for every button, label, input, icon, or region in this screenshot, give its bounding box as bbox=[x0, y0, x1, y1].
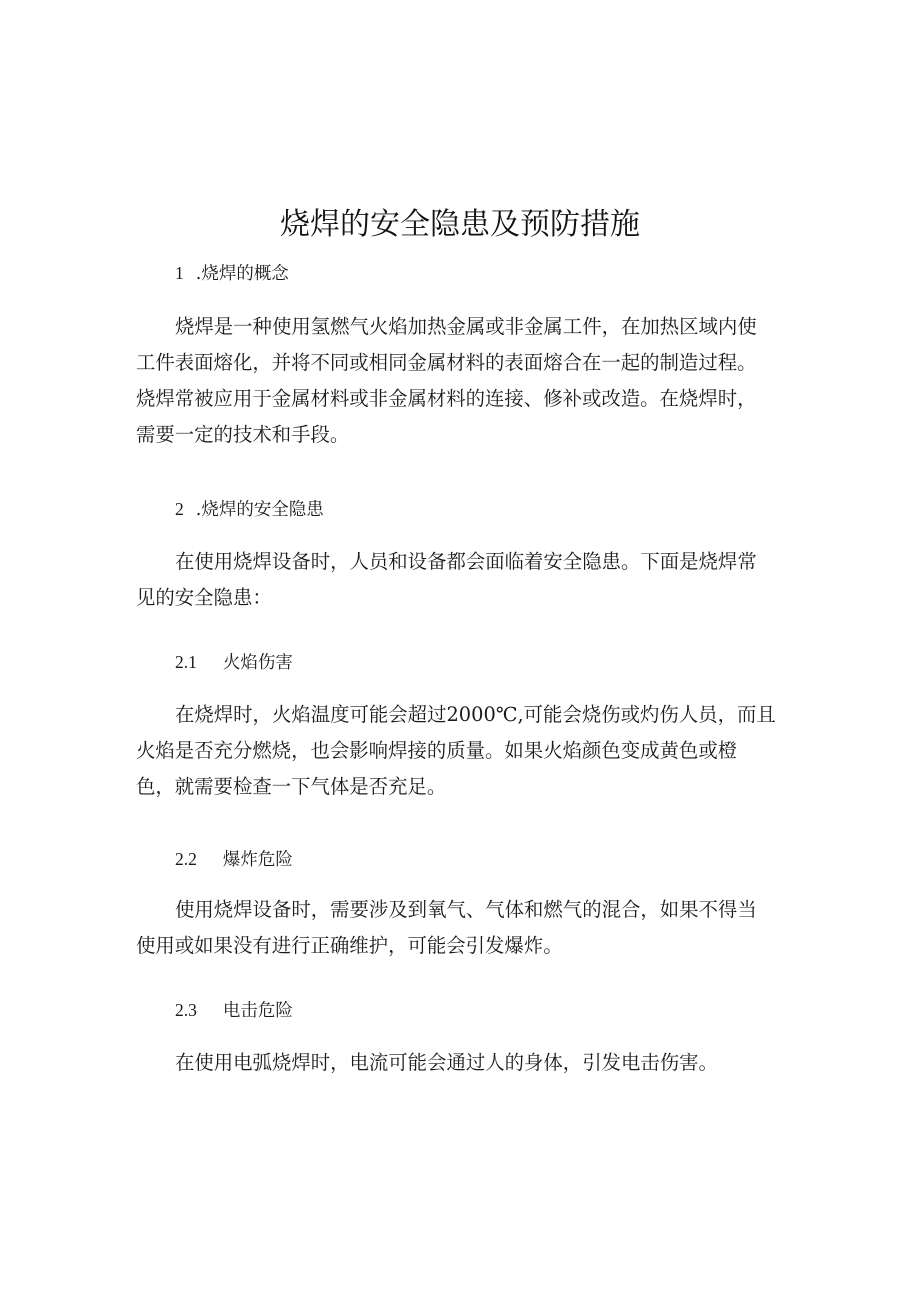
section-paragraph-2 bbox=[136, 544, 796, 616]
paragraph-line: 在烧焊时，火焰温度可能会超过2000℃,可能会烧伤或灼伤人员，而且 bbox=[175, 703, 776, 726]
section-heading-1 bbox=[175, 260, 289, 287]
section-number: 2.1 bbox=[175, 652, 197, 672]
section-heading-text: 爆炸危险 bbox=[222, 850, 293, 870]
section-paragraph-1 bbox=[136, 309, 796, 453]
paragraph-line: 烧焊是一种使用氢燃气火焰加热金属或非金属工件，在加热区域内使 bbox=[175, 315, 757, 338]
section-heading-text: .烧焊的安全隐患 bbox=[195, 500, 324, 520]
paragraph-line: 见的安全隐患： bbox=[136, 586, 272, 609]
section-heading-2-3 bbox=[175, 997, 293, 1024]
section-heading-text: 电击危险 bbox=[222, 1001, 293, 1021]
section-heading-2 bbox=[175, 496, 324, 523]
section-paragraph-2-3 bbox=[136, 1045, 796, 1081]
section-heading-text: 火焰伤害 bbox=[222, 653, 293, 673]
paragraph-line: 工件表面熔化，并将不同或相同金属材料的表面熔合在一起的制造过程。 bbox=[136, 351, 757, 374]
paragraph-line: 需要一定的技术和手段。 bbox=[136, 423, 350, 446]
section-number: 1 bbox=[175, 263, 184, 283]
section-number: 2 bbox=[175, 499, 184, 519]
section-paragraph-2-2 bbox=[136, 892, 796, 964]
paragraph-line: 使用烧焊设备时，需要涉及到氧气、气体和燃气的混合，如果不得当 bbox=[175, 898, 757, 921]
paragraph-line: 在使用烧焊设备时，人员和设备都会面临着安全隐患。下面是烧焊常 bbox=[175, 550, 757, 573]
paragraph-line: 使用或如果没有进行正确维护，可能会引发爆炸。 bbox=[136, 934, 563, 957]
paragraph-line: 在使用电弧烧焊时，电流可能会通过人的身体，引发电击伤害。 bbox=[175, 1051, 718, 1074]
paragraph-line: 烧焊常被应用于金属材料或非金属材料的连接、修补或改造。在烧焊时， bbox=[136, 387, 757, 410]
section-number: 2.2 bbox=[175, 849, 197, 869]
section-paragraph-2-1 bbox=[136, 697, 796, 805]
paragraph-line: 色，就需要检查一下气体是否充足。 bbox=[136, 775, 447, 798]
document-title: 烧焊的安全隐患及预防措施 bbox=[280, 207, 640, 242]
paragraph-line: 火焰是否充分燃烧，也会影响焊接的质量。如果火焰颜色变成黄色或橙 bbox=[136, 739, 738, 762]
section-heading-text: .烧焊的概念 bbox=[195, 264, 289, 284]
section-number: 2.3 bbox=[175, 1000, 197, 1020]
section-heading-2-2 bbox=[175, 846, 293, 873]
section-heading-2-1 bbox=[175, 649, 293, 676]
